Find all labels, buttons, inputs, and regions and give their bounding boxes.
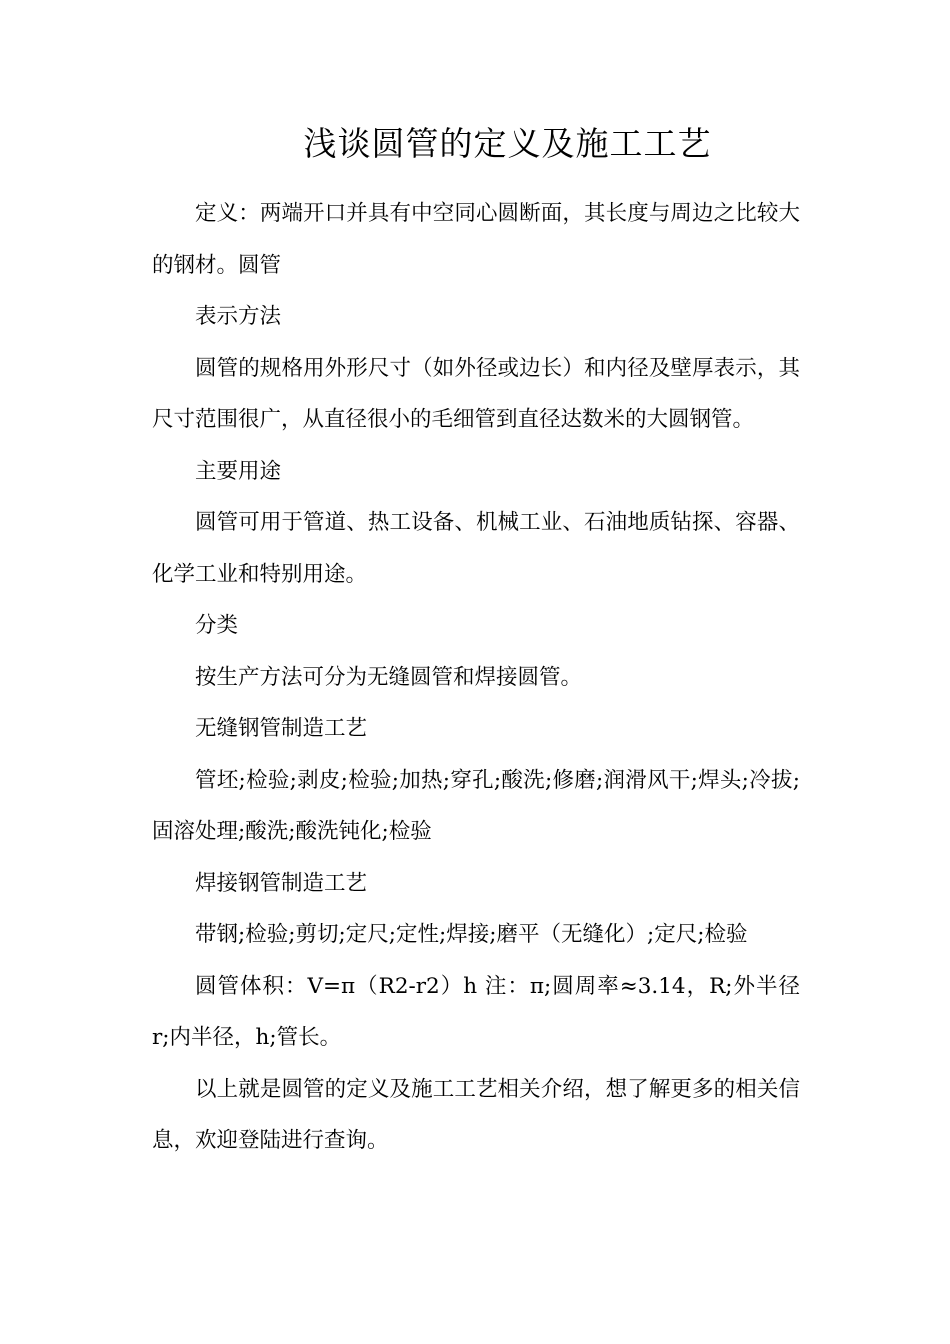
document-body xyxy=(152,188,800,1167)
heading-welded-process: 焊接钢管制造工艺 xyxy=(195,870,368,896)
document-title: 浅谈圆管的定义及施工工艺 xyxy=(303,124,712,163)
heading-main-uses: 主要用途 xyxy=(195,458,282,484)
paragraph-welded-process: 带钢;检验;剪切;定尺;定性;焊接;磨平（无缝化）;定尺;检验 xyxy=(195,922,748,947)
paragraph-definition: 定义：两端开口并具有中空同心圆断面，其长度与周边之比较大的钢材。圆管 xyxy=(152,201,800,278)
heading-classification: 分类 xyxy=(195,613,239,638)
heading-representation: 表示方法 xyxy=(195,304,282,329)
paragraph-uses: 圆管可用于管道、热工设备、机械工业、石油地质钻探、容器、化学工业和特别用途。 xyxy=(152,510,800,587)
heading-seamless-process: 无缝钢管制造工艺 xyxy=(195,716,368,741)
paragraph-volume-formula: 圆管体积：V=π（R2-r2）h 注：π;圆周率≈3.14，R;外半径 r;内半径，h;管长。 xyxy=(152,973,800,1050)
paragraph-conclusion: 以上就是圆管的定义及施工工艺相关介绍，想了解更多的相关信息，欢迎登陆进行查询。 xyxy=(152,1076,800,1153)
paragraph-classification: 按生产方法可分为无缝圆管和焊接圆管。 xyxy=(195,664,583,690)
paragraph-seamless-process: 管坯;检验;剥皮;检验;加热;穿孔;酸洗;修磨;润滑风干;焊头;冷拔;固溶处理;酸洗;酸洗钝化;检验 xyxy=(152,767,800,844)
paragraph-specification: 圆管的规格用外形尺寸（如外径或边长）和内径及壁厚表示，其尺寸范围很广，从直径很小的毛细管到直径达数米的大圆钢管。 xyxy=(152,355,800,432)
